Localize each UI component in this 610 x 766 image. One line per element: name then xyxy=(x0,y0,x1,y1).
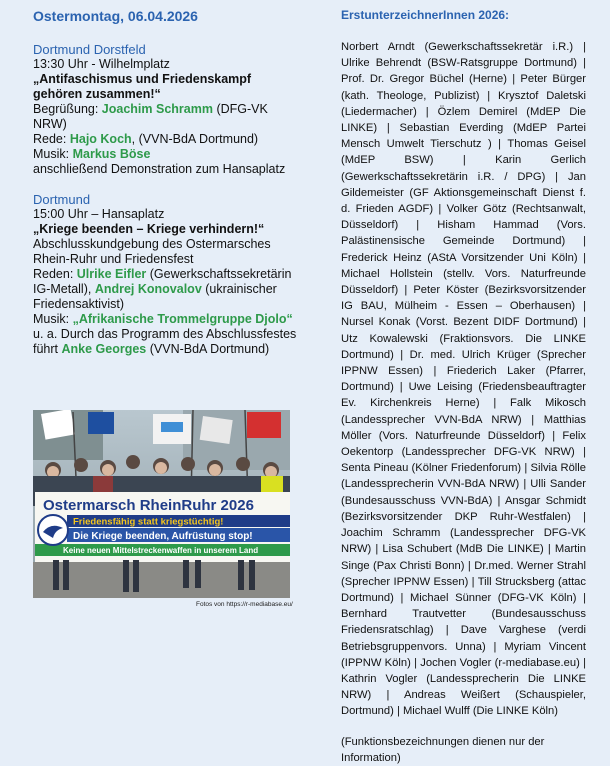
music-rest: u. a. Durch das Programm des Abschlussfestes führt xyxy=(33,327,297,356)
music-label: Musik: xyxy=(33,312,73,326)
date-heading: Ostermontag, 06.04.2026 xyxy=(33,8,198,24)
program-column xyxy=(33,8,301,357)
speaker-org: (Gewerkschaftssekretärin IG-Metall), xyxy=(33,267,292,296)
host-name: Anke Georges xyxy=(61,342,147,356)
speaker-name: Andrej Konovalov xyxy=(94,282,202,296)
after-note: anschließend Demonstration zum Hansaplatz xyxy=(33,162,286,176)
event-dorstfeld xyxy=(33,42,301,177)
banner-line-1: Friedensfähig statt kriegstüchtig! xyxy=(73,516,224,528)
event-time: 13:30 Uhr - Wilhelmplatz xyxy=(33,57,170,71)
speeches-label: Reden: xyxy=(33,267,77,281)
host-org: (VVN-BdA Dortmund) xyxy=(146,342,270,356)
signatories-column xyxy=(341,8,586,766)
signatories-footnote: (Funktionsbezeichnungen dienen nur der Information) xyxy=(341,735,545,764)
music-name: „Afrikanische Trommelgruppe Djolo“ xyxy=(72,312,293,326)
speech-label: Rede: xyxy=(33,132,70,146)
event-location: Dortmund Dorstfeld xyxy=(33,42,146,57)
banner-line-3: Keine neuen Mittelstreckenwaffen in unserem Land xyxy=(63,546,259,555)
event-description: Abschlusskundgebung des Ostermarsches Rhein-Ruhr und Friedensfest xyxy=(33,237,271,266)
event-location: Dortmund xyxy=(33,192,91,207)
greeting-name: Joachim Schramm xyxy=(101,102,213,116)
speaker-org: (ukrainischer Friedensaktivist) xyxy=(33,282,277,311)
speech-line xyxy=(33,132,301,147)
photo-credit: Fotos von https://r-mediabase.eu/ xyxy=(196,601,293,608)
demo-photo-illustration xyxy=(33,410,290,598)
event-hansaplatz xyxy=(33,192,301,357)
event-title: „Antifaschismus und Friedenskampf gehören zusammen!“ xyxy=(33,72,252,101)
demo-photo xyxy=(33,410,290,598)
speeches-line xyxy=(33,267,301,312)
music-line xyxy=(33,147,301,162)
greeting-label: Begrüßung: xyxy=(33,102,102,116)
event-title: „Kriege beenden – Kriege verhindern!“ xyxy=(33,222,265,236)
speech-org: , (VVN-BdA Dortmund) xyxy=(131,132,259,146)
greeting-org: (DFG-VK NRW) xyxy=(33,102,268,131)
music-label: Musik: xyxy=(33,147,73,161)
music-line xyxy=(33,312,301,357)
speaker-name: Ulrike Eifler xyxy=(76,267,147,281)
greeting-line xyxy=(33,102,301,132)
signatories-list: Norbert Arndt (Gewerkschaftssekretär i.R.) | Ulrike Behrendt (BSW-Ratsgruppe Dortmund) | Prof. Dr. Gregor Büchel (Herne) | Peter Bürger (kath. Theologe, Publizist) | Krysztof Daletski (Liedermacher) | Özlem Demirel (MdEP Die LINKE) | Sebastian Everding (MdEP Partei Mensch Umwelt Tierschutz ) | Thomas Geisel (MdEP BSW) | Karin Gerlich (Gewerkschaftssekretärin i.R. / DPG) | Jan Gildemeister (GF Aktionsgemeinschaft Dienst f. d. Frieden AGDF) | Volker Götz (Rechtsanwalt, Düsseldorf) | Hisham Hammad (Vors. Palästinensische Gemeinde Dortmund) | Frederick Heinz (AStA Vorsitzender Uni Köln) | Michael Hollstein (stellv. Vors. Naturfreunde Düsseldorf) | Peter Köster (Bezirksvorsitzender IG BAU, Mülheim - Essen – Oberhausen) | Nursel Konak (Vorst. Bezent DIDF Dortmund) | Utz Kowalewski (Fraktionsvors. Die LINKE Dortmund) | Dr. med. Ulrich Krüger (Sprecher IPPNW Essen) | Friederich Laker (Pfarrer, Dortmund) | Uwe Leising (Friedensbeauftragter Ev. Kirchenkreis Herne) | Falk Mikosch (Landessprecher VVN-BdA NRW) | Matthias Möller (Vors. Naturfreunde Düsseldorf) | Felix Oekentorp (Landessprecher DFG-VK NRW) | Senta Pineau (Kölner Friedenforum) | Silvia Rölle (Landessprecherin VVN-BdA NRW) | Ulli Sander (Bundesausschuss VVN-BdA) | Ansgar Schmidt (Bezirksvorsitzender DKP Ruhr-Westfalen) | Joachim Schramm (Landessprecher DFG-VK NRW) | Lisa Schubert (MdB Die LINKE) | Martin Singe (Pax Christi Bonn) | Dr.med. Werner Strahl (Sprecher IPPNW Essen) | Till Strucksberg (attac Dortmund) | Michael Sünner (DFG-VK Köln) | Bernhard Trautvetter (Bundesausschuss Friedensratschlag) | Dave Varghese (verdi Betriebsgruppenvors. Unna) | Myriam Vincent (IPPNW Köln) | Jochen Vogler (r-mediabase.eu) | Kathrin Vogler (Landessprecherin Die LINKE NRW) | Andreas Weißert (Schauspieler, Dortmund) | Michael Wulff (Die LINKE Köln) xyxy=(341,41,586,718)
signatories-title: ErstunterzeichnerInnen 2026: xyxy=(341,8,510,22)
banner-line-2: Die Kriege beenden, Aufrüstung stop! xyxy=(73,531,253,542)
banner-title: Ostermarsch RheinRuhr 2026 xyxy=(43,497,254,514)
music-name: Markus Böse xyxy=(72,147,151,161)
speech-name: Hajo Koch xyxy=(69,132,132,146)
event-time: 15:00 Uhr – Hansaplatz xyxy=(33,207,165,221)
